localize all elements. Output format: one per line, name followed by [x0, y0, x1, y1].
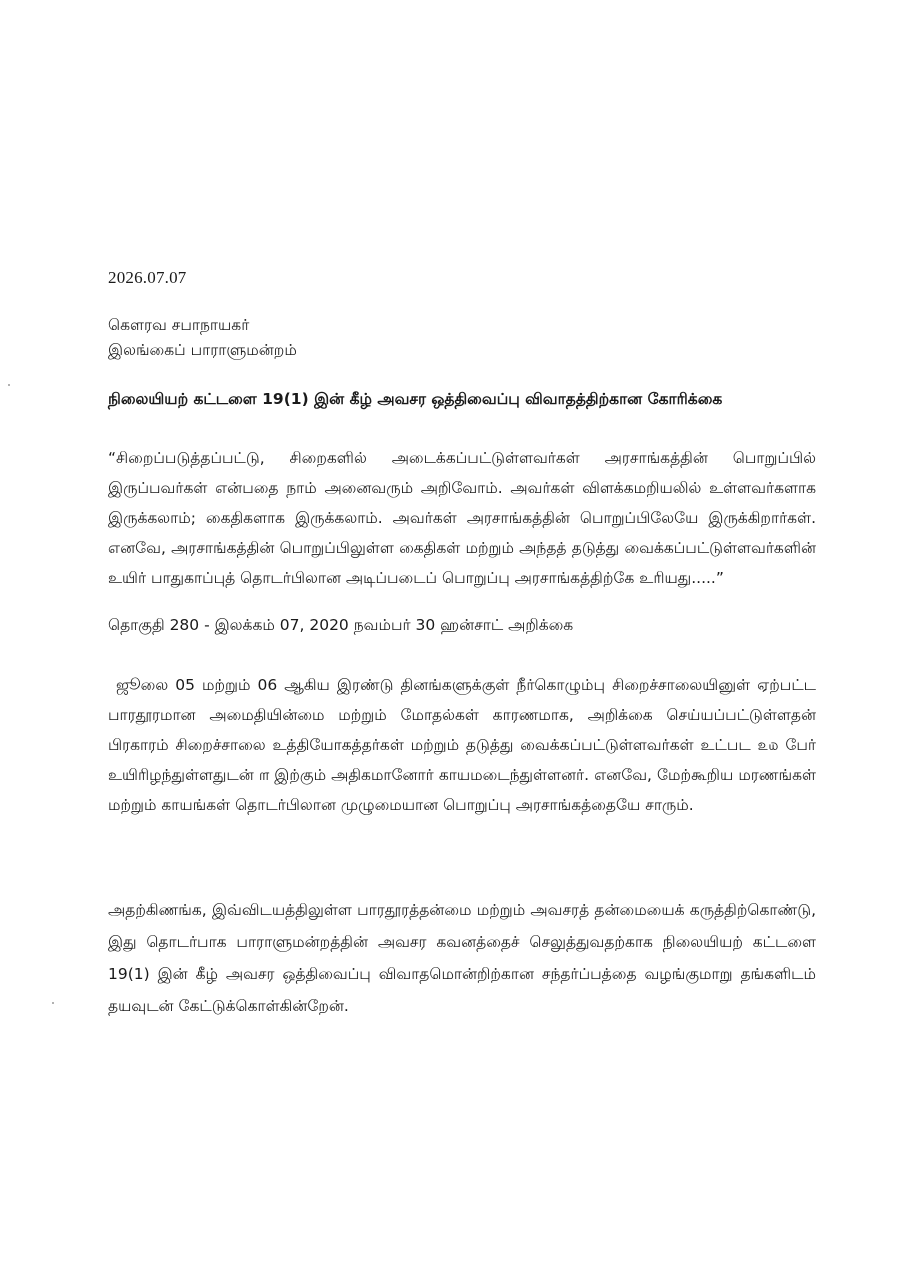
letter-date: 2026.07.07 [108, 268, 187, 287]
body-paragraph-incident: ஜூலை 05 மற்றும் 06 ஆகிய இரண்டு தினங்களுக்குள் நீர்கொழும்பு சிறைச்சாலையினுள் ஏற்பட்ட பாரதூரமான அமைதியின்மை மற்றும் மோதல்கள் காரணமாக, அறிக்கை செய்யப்பட்டுள்ளதன் பிரகாரம் சிறைச்சாலை உத்தியோகத்தர்கள் மற்றும் தடுத்து வைக்கப்பட்டுள்ளவர்கள் உட்பட ௨௰ பேர் உயிரிழந்துள்ளதுடன் ௱ இற்கும் அதிகமானோர் காயமடைந்துள்ளனர். எனவே, மேற்கூறிய மரணங்கள் மற்றும் காயங்கள் தொடர்பிலான முழுமையான பொறுப்பு அரசாங்கத்தையே சாரும். [108, 676, 816, 814]
addressee-block [108, 313, 297, 363]
addressee-institution: இலங்கைப் பாராளுமன்றம் [108, 341, 297, 359]
hansard-quote: “சிறைப்படுத்தப்பட்டு, சிறைகளில் அடைக்கப்பட்டுள்ளவர்கள் அரசாங்கத்தின் பொறுப்பில் இருப்பவர்கள் என்பதை நாம் அனைவரும் அறிவோம். அவர்கள் விளக்கமறியலில் உள்ளவர்களாக இருக்கலாம்; கைதிகளாக இருக்கலாம். அவர்கள் அரசாங்கத்தின் பொறுப்பிலேயே இருக்கிறார்கள். எனவே, அரசாங்கத்தின் பொறுப்பிலுள்ள கைதிகள் மற்றும் அந்தத் தடுத்து வைக்கப்பட்டுள்ளவர்களின் உயிர் பாதுகாப்புத் தொடர்பிலான அடிப்படைப் பொறுப்பு அரசாங்கத்திற்கே உரியது.....” [108, 449, 816, 587]
letter-subject: நிலையியற் கட்டளை 19(1) இன் கீழ் அவசர ஒத்திவைப்பு விவாதத்திற்கான கோரிக்கை [108, 390, 723, 408]
scan-speck [8, 384, 10, 386]
addressee-title: கௌரவ சபாநாயகர் [108, 316, 250, 334]
quote-citation: தொகுதி 280 - இலக்கம் 07, 2020 நவம்பர் 30 ஹன்சாட் அறிக்கை [108, 616, 574, 634]
scan-speck [52, 1002, 54, 1004]
body-paragraph-request: அதற்கிணங்க, இவ்விடயத்திலுள்ள பாரதூரத்தன்மை மற்றும் அவசரத் தன்மையைக் கருத்திற்கொண்டு, இது தொடர்பாக பாராளுமன்றத்தின் அவசர கவனத்தைச் செலுத்துவதற்காக நிலையியற் கட்டளை 19(1) இன் கீழ் அவசர ஒத்திவைப்பு விவாதமொன்றிற்கான சந்தர்ப்பத்தை வழங்குமாறு தங்களிடம் தயவுடன் கேட்டுக்கொள்கின்றேன். [108, 901, 816, 1015]
